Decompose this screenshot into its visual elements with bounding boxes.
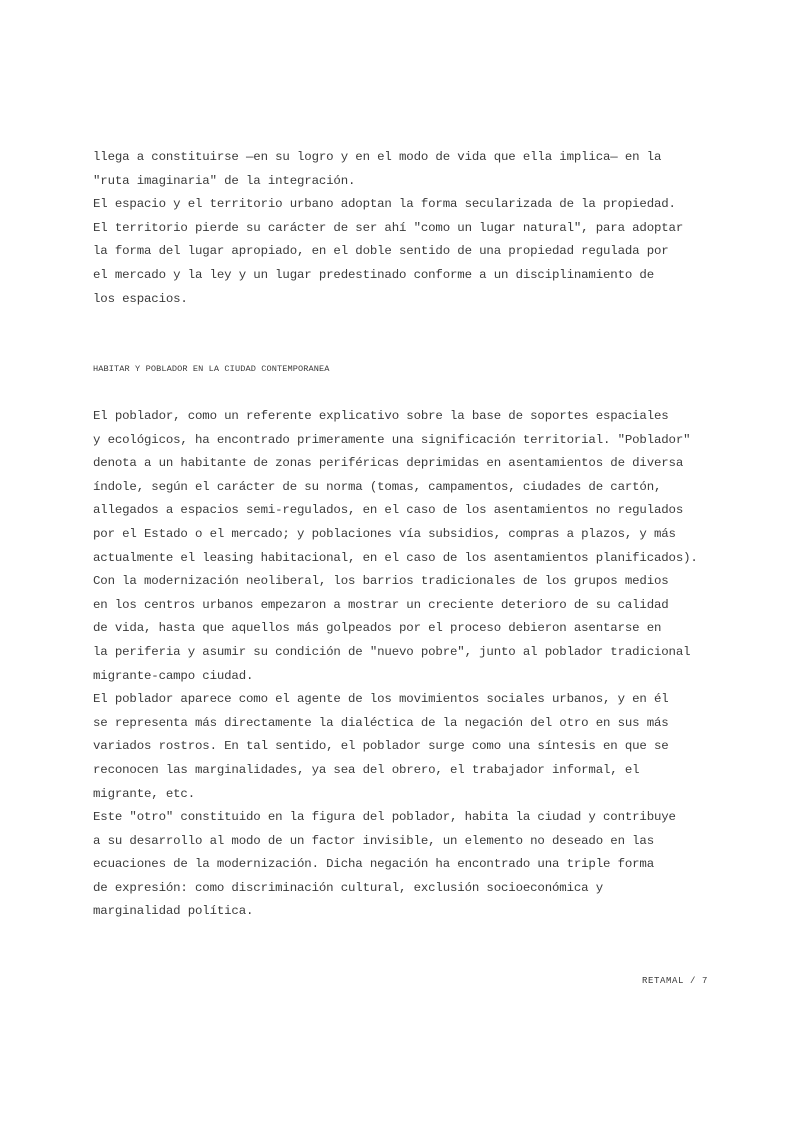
text-line: y ecológicos, ha encontrado primeramente una significación territorial. "Poblador"	[93, 432, 691, 447]
text-line: marginalidad política.	[93, 904, 254, 919]
text-line: se representa más directamente la dialéctica de la negación del otro en sus más	[93, 715, 669, 730]
main-text-block	[93, 405, 713, 924]
text-line: actualmente el leasing habitacional, en el caso de los asentamientos planificados).	[93, 550, 698, 565]
text-line: llega a constituirse —en su logro y en el modo de vida que ella implica— en la	[93, 150, 662, 164]
text-line: de vida, hasta que aquellos más golpeados por el proceso debieron asentarse en	[93, 621, 662, 636]
text-line: por el Estado o el mercado; y poblaciones vía subsidios, compras a plazos, y más	[93, 526, 676, 541]
text-line: ecuaciones de la modernización. Dicha negación ha encontrado una triple forma	[93, 857, 654, 872]
text-line: "ruta imaginaria" de la integración.	[93, 173, 356, 188]
text-line: Este "otro" constituido en la figura del poblador, habita la ciudad y contribuye	[93, 810, 676, 825]
intro-text-block	[93, 146, 713, 311]
text-line: de expresión: como discriminación cultural, exclusión socioeconómica y	[93, 880, 603, 895]
text-line: en los centros urbanos empezaron a mostrar un creciente deterioro de su calidad	[93, 597, 669, 612]
text-line: migrante-campo ciudad.	[93, 668, 254, 683]
text-line: el mercado y la ley y un lugar predestinado conforme a un disciplinamiento de	[93, 267, 654, 282]
text-line: la periferia y asumir su condición de "nuevo pobre", junto al poblador tradicional	[93, 644, 691, 659]
text-line: Con la modernización neoliberal, los barrios tradicionales de los grupos medios	[93, 574, 669, 589]
page-footer: RETAMAL / 7	[641, 976, 708, 986]
text-line: la forma del lugar apropiado, en el doble sentido de una propiedad regulada por	[93, 244, 669, 259]
text-line: variados rostros. En tal sentido, el poblador surge como una síntesis en que se	[93, 739, 669, 754]
text-line: denota a un habitante de zonas periféricas deprimidas en asentamientos de diversa	[93, 456, 684, 471]
text-line: El espacio y el territorio urbano adoptan la forma secularizada de la propiedad.	[93, 197, 676, 212]
text-line: a su desarrollo al modo de un factor invisible, un elemento no deseado en las	[93, 833, 654, 848]
text-line: El territorio pierde su carácter de ser ahí "como un lugar natural", para adoptar	[93, 220, 684, 235]
text-line: migrante, etc.	[93, 786, 195, 801]
text-line: los espacios.	[93, 291, 188, 306]
text-line: reconocen las marginalidades, ya sea del obrero, el trabajador informal, el	[93, 762, 640, 777]
text-line: índole, según el carácter de su norma (tomas, campamentos, ciudades de cartón,	[93, 479, 662, 494]
text-line: allegados a espacios semi-regulados, en el caso de los asentamientos no regulados	[93, 503, 684, 518]
text-line: El poblador, como un referente explicativo sobre la base de soportes espaciales	[93, 409, 669, 423]
section-heading: HABITAR Y POBLADOR EN LA CIUDAD CONTEMPORANEA	[93, 364, 330, 374]
text-line: El poblador aparece como el agente de los movimientos sociales urbanos, y en él	[93, 692, 669, 707]
